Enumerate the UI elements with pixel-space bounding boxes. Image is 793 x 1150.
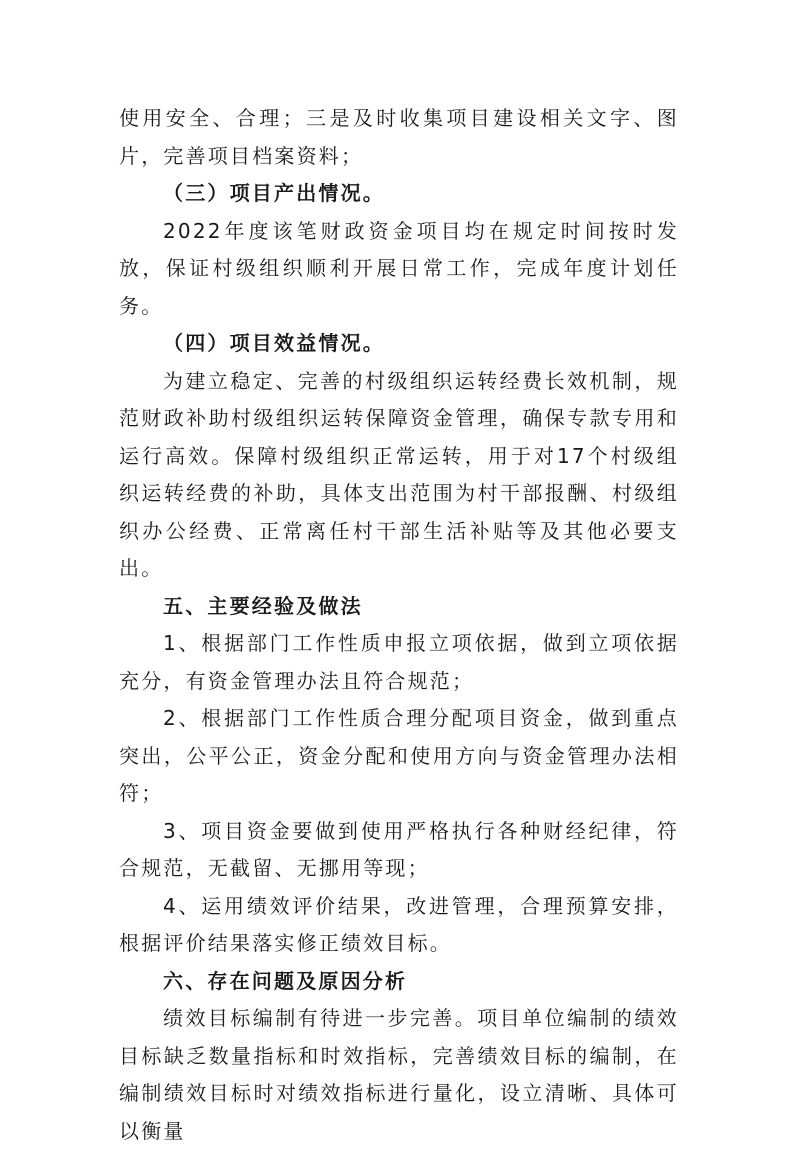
paragraph-benefit: 为建立稳定、完善的村级组织运转经费长效机制，规范财政补助村级组织运转保障资金管理，确保专款专用和运行高效。保障村级组织正常运转，用于对17个村级组织运转经费的补助，具体支出范围为村干部报酬、村级组织办公经费、正常离任村干部生活补贴等及其他必要支出。: [119, 368, 679, 580]
paragraph-problems: 绩效目标编制有待进一步完善。项目单位编制的绩效目标缺乏数量指标和时效指标，完善绩效目标的编制，在编制绩效目标时对绩效指标进行量化，设立清晰、具体可以衡量: [119, 1006, 679, 1143]
section-heading-output: （三）项目产出情况。: [163, 181, 385, 205]
section-heading-problems: 六、存在问题及原因分析: [163, 968, 408, 993]
paragraph-continuation: 使用安全、合理；三是及时收集项目建设相关文字、图片，完善项目档案资料；: [119, 106, 679, 168]
paragraph-experience-4: 4、运用绩效评价结果，改进管理，合理预算安排，根据评价结果落实修正绩效目标。: [119, 893, 679, 955]
paragraph-experience-1: 1、根据部门工作性质申报立项依据，做到立项依据充分，有资金管理办法且符合规范；: [119, 631, 679, 693]
paragraph-experience-3: 3、项目资金要做到使用严格执行各种财经纪律，符合规范，无截留、无挪用等现；: [119, 818, 679, 880]
section-heading-experience: 五、主要经验及做法: [163, 593, 363, 618]
document-body: [119, 100, 679, 1150]
paragraph-output: 2022年度该笔财政资金项目均在规定时间按时发放，保证村级组织顺利开展日常工作，完成年度计划任务。: [119, 218, 679, 318]
section-heading-benefit: （四）项目效益情况。: [163, 331, 385, 355]
paragraph-experience-2: 2、根据部门工作性质合理分配项目资金，做到重点突出，公平公正，资金分配和使用方向与资金管理办法相符；: [119, 706, 679, 805]
